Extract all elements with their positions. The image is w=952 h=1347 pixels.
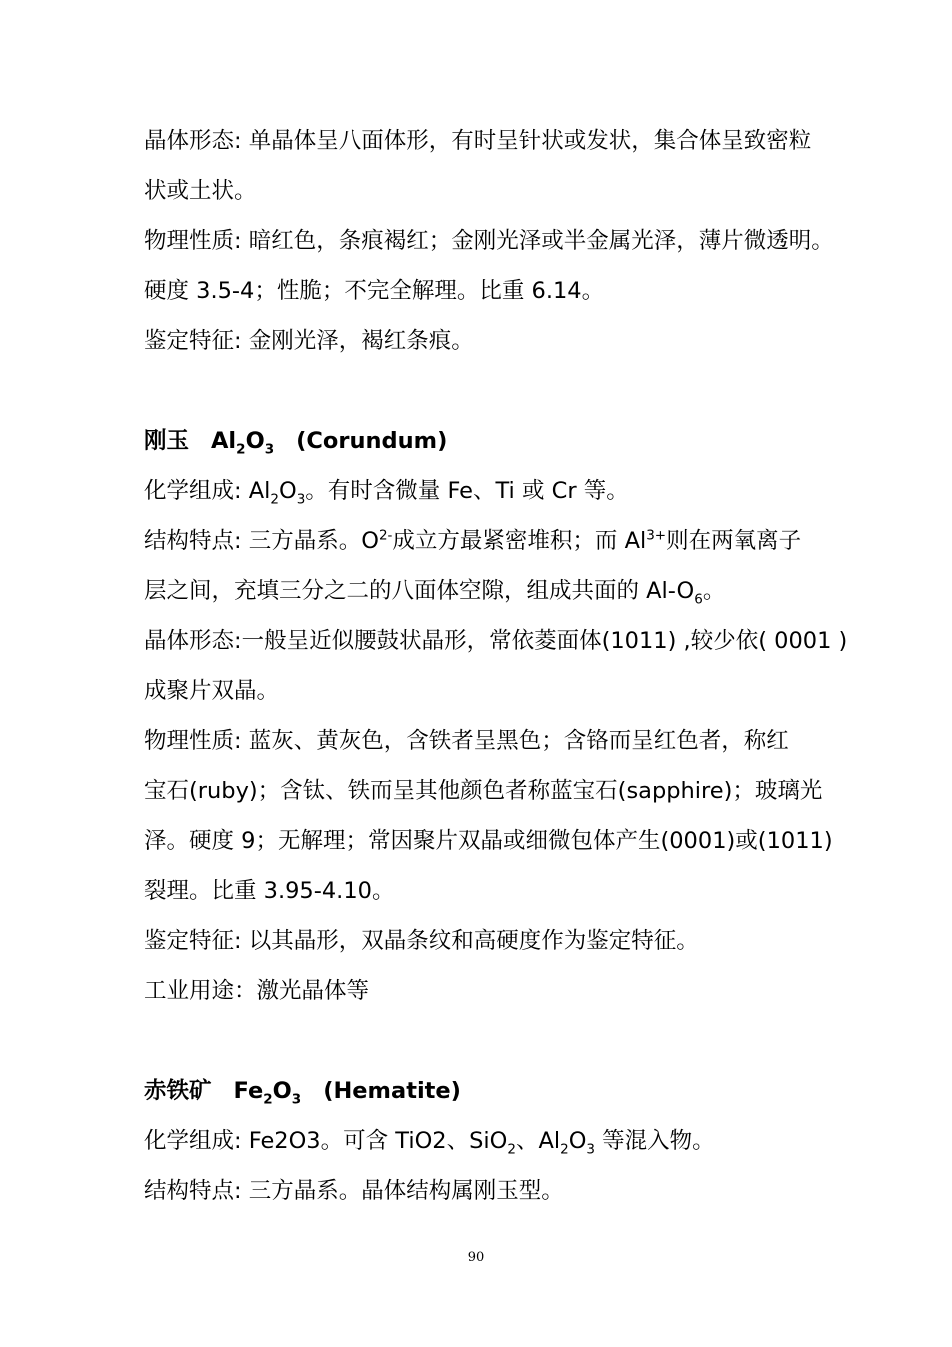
paragraph-line: 结构特点: 三方晶系。$O^{2-}$成立方最紧密堆积；而 $Al^{3+}$则在两氧离子 (144, 527, 802, 554)
document-body (144, 116, 848, 1216)
paragraph-line: 宝石(ruby)；含钛、铁而呈其他颜色者称蓝宝石(sapphire)；玻璃光 (144, 778, 823, 804)
paragraph-line: 鉴定特征: 以其晶形，双晶条纹和高硬度作为鉴定特征。 (144, 928, 699, 954)
paragraph-line: 物理性质: 蓝灰、黄灰色，含铁者呈黑色；含铬而呈红色者，称红 (144, 728, 789, 754)
paragraph-line: 晶体形态: 单晶体呈八面体形，有时呈针状或发状，集合体呈致密粒 (144, 128, 812, 154)
paragraph-line: 层之间，充填三分之二的八面体空隙，组成共面的 $Al-O_6$。 (144, 578, 726, 608)
paragraph-line: 晶体形态:一般呈近似腰鼓状晶形，常依菱面体(1011) ,较少依( 0001 ) (144, 628, 848, 654)
paragraph-line: 化学组成: $Al_2O_3$。有时含微量 Fe、Ti 或 Cr 等。 (144, 478, 629, 508)
paragraph-line: 结构特点: 三方晶系。晶体结构属刚玉型。 (144, 1178, 564, 1204)
section-heading-corundum: 刚玉 $Al_2O_3$ (Corundum) (144, 428, 448, 458)
page-number: 90 (467, 1250, 485, 1265)
paragraph-line: 鉴定特征: 金刚光泽，褐红条痕。 (144, 328, 474, 354)
paragraph-line: 状或土状。 (144, 178, 257, 204)
section-heading-hematite: 赤铁矿 $Fe_2O_3$ (Hematite) (144, 1078, 461, 1108)
paragraph-line: 裂理。比重 3.95-4.10。 (144, 878, 395, 904)
paragraph-line: 物理性质: 暗红色，条痕褐红；金刚光泽或半金属光泽，薄片微透明。 (144, 228, 834, 254)
paragraph-line: 成聚片双晶。 (144, 678, 280, 704)
paragraph-line: 化学组成: Fe2O3。可含 TiO2、SiO$_2$、$Al_2O_3$ 等混入物。 (144, 1128, 715, 1158)
paragraph-line: 硬度 3.5-4；性脆；不完全解理。比重 6.14。 (144, 278, 605, 304)
paragraph-line: 工业用途：激光晶体等 (144, 978, 370, 1004)
paragraph-line: 泽。硬度 9；无解理；常因聚片双晶或细微包体产生(0001)或(1011) (144, 828, 833, 854)
